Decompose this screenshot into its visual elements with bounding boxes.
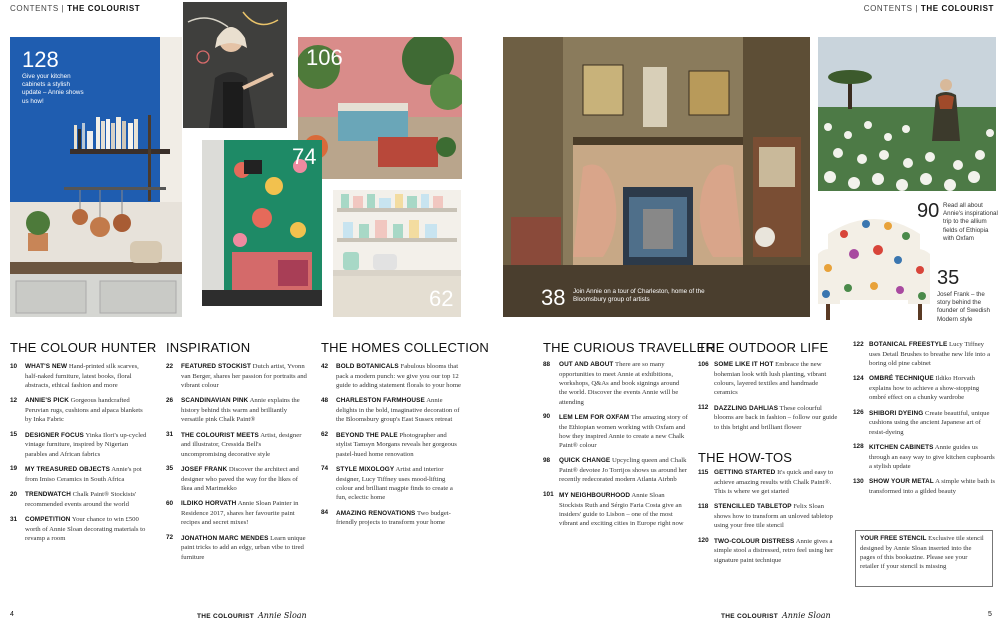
toc-entry-text: Create beautiful, unique cushions using the ancient Japanese art of resist-dyeing [869,409,990,436]
toc-page-number: 98 [543,456,551,464]
toc-entry-text: There are so many opportunities to meet Annie at exhibitions, workshops, Q&As and book signings around the world. Discover the events Annie will be attending [559,361,680,406]
toc-entry[interactable] [166,396,308,424]
toc-page-number: 31 [10,515,18,523]
toc-page-number: 42 [321,362,329,370]
toc-entry-title: FEATURED STOCKIST [181,363,251,370]
photo-caption: Join Annie on a tour of Charleston, home of the Bloomsbury group of artists [573,288,705,304]
toc-entry-text: The amazing story of the Ethiopian women working with Oxfam and how they inspired Annie to create a new Chalk Paint® colour [559,413,688,450]
toc-entry[interactable] [543,413,688,451]
toc-column-colour-hunter [10,362,150,549]
toc-entry-title: JONATHON MARC MENDES [181,534,269,542]
toc-entry-text: Annie gives a simple stool a distressed, retro feel using her signature paint technique [714,537,834,564]
toc-entry-title: BEYOND THE PALE [336,431,398,439]
toc-entry-title: CHARLESTON FARMHOUSE [336,397,425,405]
section-heading-colour-hunter: THE COLOUR HUNTER [10,340,157,355]
toc-entry[interactable] [853,477,995,496]
toc-entry[interactable] [543,360,688,407]
photo-caption: Josef Frank – the story behind the founder of Swedish Modern style [937,291,990,323]
section-heading-curious-traveller: THE CURIOUS TRAVELLER [543,340,716,355]
toc-column-how-tos [698,468,838,571]
toc-entry[interactable] [10,431,150,459]
header-contents-label: CONTENTS [863,4,913,13]
section-heading-homes-collection: THE HOMES COLLECTION [321,340,489,355]
toc-entry-text: Embrace the new bohemian look with lush planting, vibrant colours, layered textiles and handmade ceramics [714,361,827,397]
toc-page-number: 101 [543,491,554,499]
toc-page-number: 115 [698,468,709,476]
toc-column-homes-collection [321,362,463,534]
toc-column-curious-traveller [543,360,688,534]
toc-page-number: 12 [10,396,18,404]
toc-entry-text: Ildiko Horvath explains how to achieve a show-stopping ombré effect on a chunky wardrobe [869,375,980,402]
photo-page-number: 35 [937,267,960,289]
toc-page-number: 126 [853,409,864,417]
toc-page-number: 118 [698,502,709,510]
footer-brand-name: THE COLOURIST [721,613,778,620]
toc-entry-text: Annie delights in the bold, imaginative decoration of the Bloomsbury group's East Sussex retreat [336,397,460,424]
toc-page-number: 60 [166,499,174,507]
toc-page-number: 120 [698,537,709,545]
header-magazine-title: THE COLOURIST [67,4,141,13]
toc-entry-title: ILDIKO HORVATH [181,500,237,508]
toc-entry-title: STENCILLED TABLETOP [714,503,792,511]
toc-entry-title: TWO-COLOUR DISTRESS [714,537,795,545]
toc-entry-text: Annie Sloan Stockists Ruth and Sérgio Faria Costa give an insiders' guide to Lisbon – one of the most vibrant and exciting cities in Europe right now [559,491,684,528]
toc-entry[interactable] [698,537,838,565]
toc-entry-title: SHIBORI DYEING [869,409,924,417]
toc-page-number: 31 [166,431,174,439]
toc-entry[interactable] [10,465,150,484]
armchair-illustration [814,204,934,324]
toc-page-number: 106 [698,360,709,368]
charleston-illustration [503,37,810,317]
photo-page-number: 74 [292,144,317,169]
toc-entry[interactable] [166,499,308,527]
toc-page-number: 48 [321,396,329,404]
toc-page-number: 10 [10,362,18,370]
toc-column-inspiration [166,362,308,568]
toc-entry-title: BOLD BOTANICALS [336,363,399,370]
toc-page-number: 72 [166,534,174,542]
toc-entry[interactable] [10,396,150,424]
toc-page-number: 90 [543,413,551,421]
toc-entry-text: Gorgeous handcrafted Peruvian rugs, cushions and alpaca blankets by Inka Fabric [25,397,143,424]
toc-entry-title: LEM LEM FOR OXFAM [559,413,630,421]
toc-entry[interactable] [321,465,463,503]
toc-entry[interactable] [853,443,995,471]
toc-entry-text: Lucy Tiffney uses Detail Brushes to breathe new life into a boring old pine cabinet [869,341,991,368]
toc-page-number: 22 [166,362,174,370]
free-stencil-box [855,530,993,587]
toc-entry-title: AMAZING RENOVATIONS [336,509,416,517]
toc-entry-text: Yinka Ilori's up-cycled vintage furniture, inspired by Nigerian parables and African fabrics [25,431,147,458]
toc-entry-title: TRENDWATCH [25,491,71,499]
photo-artist-portrait [183,2,287,128]
footer-signature: Annie Sloan [257,611,307,620]
toc-entry-title: THE COLOURIST MEETS [181,431,259,439]
toc-page-number: 20 [10,490,18,498]
toc-page-number: 122 [853,340,864,348]
running-header-left: CONTENTS | THE COLOURIST [10,4,141,13]
toc-page-number: 130 [853,477,864,485]
footer-brand-left [197,611,307,620]
photo-green-wall [202,140,322,306]
toc-entry-text: Dutch artist, Yvonn van Berger, shares her passion for portraits and vibrant colour [181,363,307,390]
toc-entry-text: It's quick and easy to achieve amazing results with Chalk Paint®. This is where we get started [714,469,834,496]
toc-entry-title: MY TREASURED OBJECTS [25,465,110,473]
toc-entry-text: Fabulous blooms that pack a modern punch: we give you our top 12 guide to adding statement florals to your home [336,363,461,390]
header-magazine-title: THE COLOURIST [920,4,994,13]
toc-entry-title: MY NEIGHBOURHOOD [559,491,631,499]
section-heading-inspiration: INSPIRATION [166,340,251,355]
toc-page-number: 19 [10,465,18,473]
toc-column-outdoor-life [698,360,838,438]
toc-page-number: 26 [166,396,174,404]
running-header-right: CONTENTS | THE COLOURIST [863,4,994,13]
toc-entry-title: OMBRÉ TECHNIQUE [869,375,934,383]
toc-entry[interactable] [853,340,995,368]
photo-page-number: 128 [22,47,59,72]
toc-entry-text: Artist, designer and illustrator, Cressida Bell's uncompromising decorative style [181,431,302,458]
footer-brand-right [721,611,831,620]
photo-caption: Read all about Annie's inspirational trip to the allium fields of Ethiopia with Oxfam [943,202,998,242]
toc-entry-title: GETTING STARTED [714,469,776,476]
toc-entry-text: Your chance to win £500 worth of Annie Sloan decorating materials to revamp a room [25,516,146,543]
toc-entry-title: SOME LIKE IT HOT [714,361,774,368]
free-stencil-title: YOUR FREE STENCIL [860,535,927,542]
toc-entry-title: COMPETITION [25,516,71,524]
toc-entry-text: A simple white bath is transformed into a gilded beauty [869,478,995,496]
page-number-right: 5 [988,611,992,618]
photo-page-number: 106 [306,45,343,70]
toc-entry[interactable] [166,431,308,459]
toc-entry[interactable] [321,431,463,459]
toc-page-number: 15 [10,431,18,439]
toc-entry-title: JOSEF FRANK [181,465,228,473]
toc-entry[interactable] [321,509,463,528]
toc-page-number: 35 [166,465,174,473]
photo-blue-kitchen [10,37,182,317]
toc-page-number: 88 [543,360,551,368]
photo-caption: Give your kitchen cabinets a stylish update – Annie shows us how! [22,73,84,105]
toc-entry[interactable] [321,362,463,390]
toc-entry[interactable] [698,404,838,432]
toc-entry[interactable] [10,362,150,390]
toc-page-number: 128 [853,443,864,451]
toc-entry-text: Annie's pot from Imiso Ceramics in South Africa [25,465,142,483]
toc-page-number: 112 [698,404,709,412]
toc-entry[interactable] [166,534,308,562]
toc-entry-text: Annie Sloan Painter in Residence 2017, shares her favourite paint recipes and secret mixes! [181,500,299,527]
toc-entry-title: WHAT'S NEW [25,363,68,370]
toc-column-how-tos-continued [853,340,995,502]
toc-entry[interactable] [853,374,995,402]
toc-entry-text: Learn unique paint tricks to add an edgy, urban vibe to tired furniture [181,534,306,561]
free-stencil-text: Exclusive tile stencil designed by Annie Sloan inserted into the pages of this bookazine. Please see your retailer if your stencil is missing [860,535,984,570]
toc-entry-title: STYLE MIXOLOGY [336,465,395,473]
toc-entry[interactable] [698,468,838,496]
toc-entry[interactable] [698,502,838,530]
toc-entry[interactable] [10,515,150,543]
photo-ethiopia-field [818,37,996,191]
toc-page-number: 124 [853,374,864,382]
toc-entry-text: Upcycling queen and Chalk Paint® devotee Jo Torrijos shows us around her recently redecorated modern Atlanta Airbnb [559,457,688,484]
toc-entry[interactable] [853,409,995,437]
toc-entry-title: DESIGNER FOCUS [25,431,84,439]
photo-charleston-room [503,37,810,317]
toc-entry-text: Hand-printed silk scarves, half-naked furniture, latest books, floral abstracts, ethical fashion and more [25,363,139,390]
page-number-left: 4 [10,611,14,618]
toc-entry-text: These colourful blooms are back in fashion – follow our guide to this bright and brilliant flower [714,404,838,431]
photo-pastel-kitchen [333,190,461,317]
toc-entry-text: Artist and interior designer, Lucy Tiffney uses mood-lifting colour and brilliant magpie finds to create a fun, eclectic home [336,465,453,502]
photo-page-number: 90 [917,200,940,222]
section-heading-outdoor-life: THE OUTDOOR LIFE [698,340,829,355]
section-heading-how-tos: THE HOW-TOS [698,450,793,465]
header-contents-label: CONTENTS [10,4,59,13]
toc-entry-title: OUT AND ABOUT [559,361,614,368]
toc-entry-title: KITCHEN CABINETS [869,443,934,451]
toc-page-number: 62 [321,431,329,439]
toc-entry-title: SCANDINAVIAN PINK [181,397,249,405]
photo-armchair [814,204,934,324]
toc-entry[interactable] [698,360,838,398]
toc-page-number: 84 [321,509,329,517]
artist-illustration [183,2,287,128]
toc-entry[interactable] [543,456,688,484]
toc-entry[interactable] [166,362,308,390]
allium-field-illustration [818,37,996,191]
toc-entry[interactable] [321,396,463,424]
toc-entry-text: Felix Sloan shows how to transform an unloved tabletop using your free tile stencil [714,503,833,530]
toc-entry-title: QUICK CHANGE [559,457,611,465]
footer-signature: Annie Sloan [781,611,831,620]
toc-entry-title: SHOW YOUR METAL [869,478,934,486]
toc-entry-title: DAZZLING DAHLIAS [714,404,779,412]
toc-page-number: 74 [321,465,329,473]
toc-entry-text: Chalk Paint® Stockists' recommended events around the world [25,491,137,508]
toc-entry-text: Discover the architect and designer who paved the way for the likes of Ikea and Marimekko [181,465,299,493]
footer-brand-name: THE COLOURIST [197,613,254,620]
toc-entry-text: Photographer and stylist Tamsyn Morgans reveals her gorgeous pastel-hued home renovation [336,431,457,458]
toc-entry[interactable] [166,465,308,493]
toc-entry[interactable] [10,490,150,509]
toc-entry-text: Two budget-friendly projects to transform your home [336,509,451,527]
photo-page-number: 38 [541,285,566,310]
photo-page-number: 62 [429,286,454,311]
toc-entry[interactable] [543,491,688,529]
toc-entry-title: BOTANICAL FREESTYLE [869,341,948,348]
photo-pink-garden [298,37,462,179]
toc-entry-text: Annie guides us through an easy way to give kitchen cupboards a stylish update [869,443,995,471]
toc-entry-title: ANNIE'S PICK [25,397,69,405]
armchair-caption-block [937,268,997,324]
toc-entry-text: Annie explains the history behind this warm and brilliantly versatile pink Chalk Paint® [181,397,300,424]
